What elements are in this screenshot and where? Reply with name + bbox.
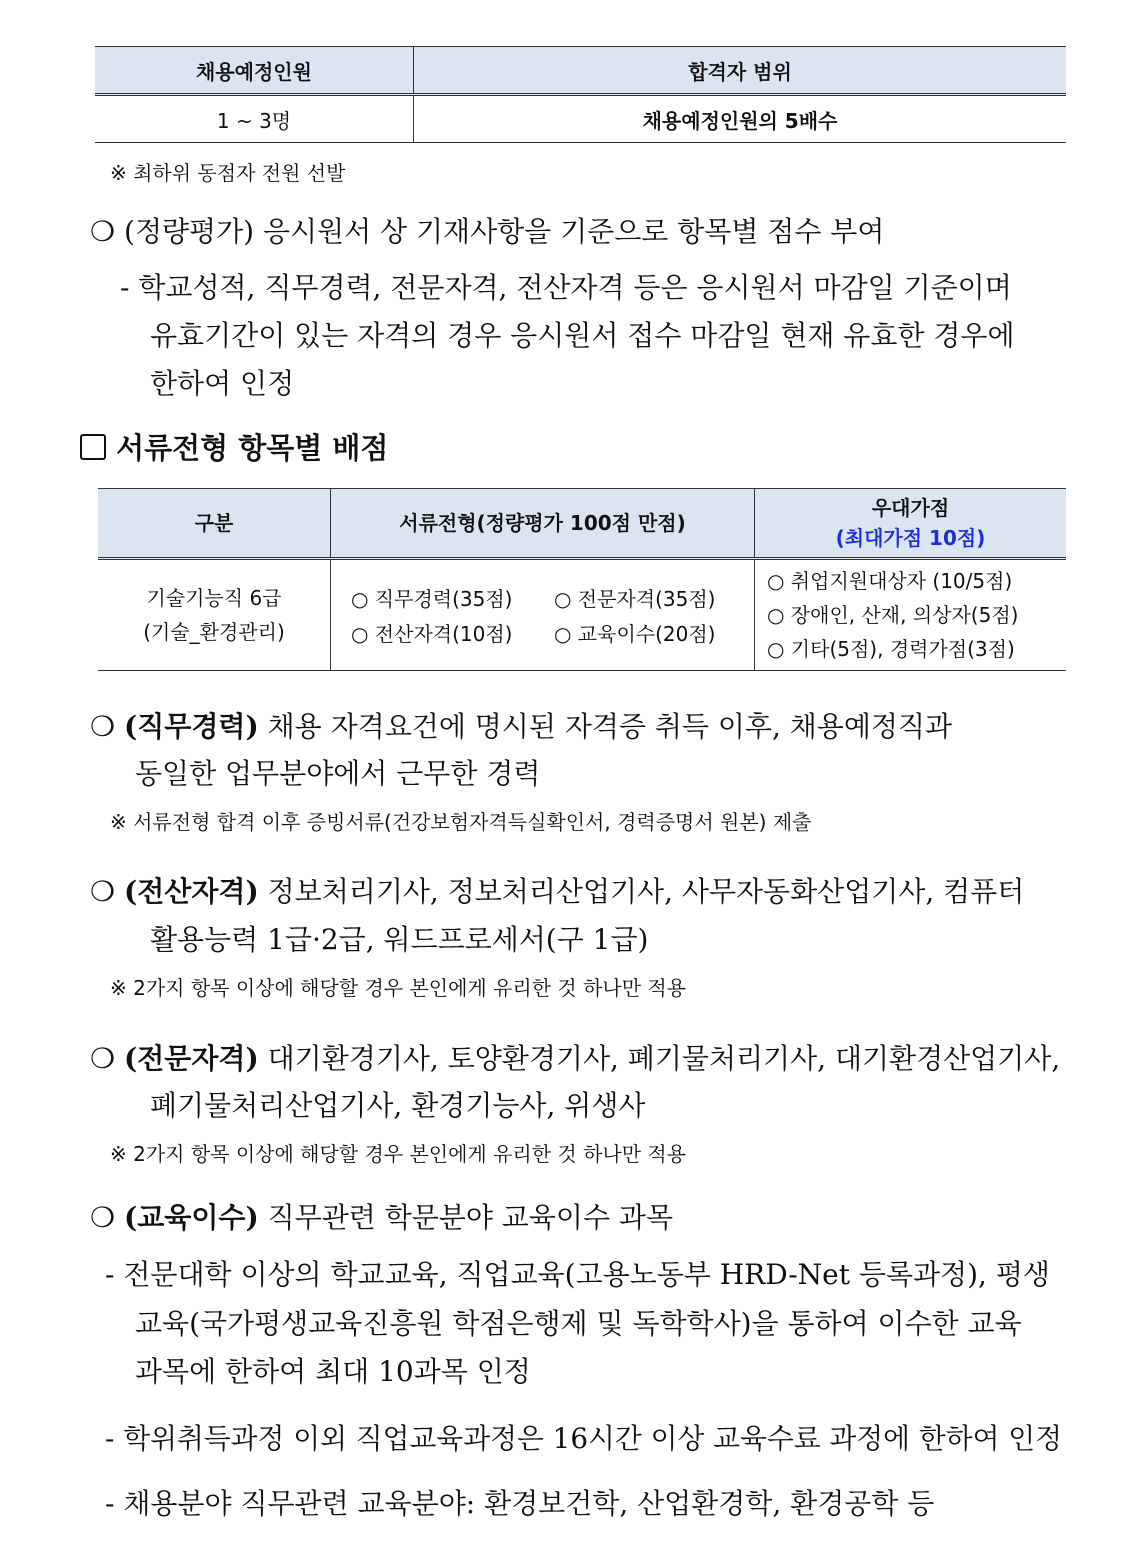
edu-heading: [90, 1196, 673, 1236]
edu-sub-line: - 전문대학 이상의 학교교육, 직업교육(고용노동부 HRD-Net 등록과정), 평생: [105, 1258, 1050, 1291]
edu-sub-line: - 채용분야 직무관련 교육분야: 환경보건학, 산업환경학, 환경공학 등: [105, 1487, 935, 1520]
job-title: 기술기능직 6급: [146, 586, 282, 610]
table-header: 서류전형(정량평가 100점 만점): [331, 489, 755, 559]
table-header: 합격자 범위: [414, 47, 1067, 95]
circle-bullet-icon: ❍: [90, 1042, 116, 1075]
score-item: ○ 직무경력(35점): [351, 587, 513, 611]
pro-line: 폐기물처리산업기사, 환경기능사, 위생사: [150, 1089, 646, 1122]
circle-bullet-icon: ❍: [90, 215, 116, 248]
circle-bullet-icon: ❍: [90, 875, 116, 908]
tie-note: ※ 최하위 동점자 전원 선발: [110, 161, 346, 185]
bonus-item: ○ 취업지원대상자 (10/5점): [767, 569, 1013, 593]
it-note: ※ 2가지 항목 이상에 해당할 경우 본인에게 유리한 것 하나만 적용: [110, 976, 687, 1000]
job-field: (기술_환경관리): [143, 620, 285, 644]
score-item: ○ 교육이수(20점): [554, 622, 716, 646]
table-header: [755, 489, 1067, 559]
career-heading: [90, 705, 952, 745]
recruitment-range-table: [95, 46, 1066, 143]
max-bonus-note: (최대가점 10점): [835, 526, 986, 550]
it-line: 활용능력 1급·2급, 워드프로세서(구 1급): [150, 923, 649, 956]
career-line: 동일한 업무분야에서 근무한 경력: [135, 757, 541, 790]
quant-text: (정량평가) 응시원서 상 기재사항을 기준으로 항목별 점수 부여: [124, 215, 885, 248]
circle-bullet-icon: ❍: [90, 1201, 116, 1234]
table-header: 구분: [98, 489, 331, 559]
career-label: (직무경력): [124, 710, 259, 743]
it-label: (전산자격): [124, 875, 259, 908]
edu-sub-line: - 학위취득과정 이외 직업교육과정은 16시간 이상 교육수료 과정에 한하여 인정: [105, 1422, 1062, 1455]
table-cell: 채용예정인원의 5배수: [414, 95, 1067, 143]
document-score-table: [98, 488, 1066, 671]
section-title: [80, 426, 388, 467]
table-cell: [755, 559, 1067, 671]
edu-text: 직무관련 학문분야 교육이수 과목: [267, 1201, 673, 1234]
quant-sub-line: 유효기간이 있는 자격의 경우 응시원서 접수 마감일 현재 유효한 경우에: [150, 319, 1015, 352]
score-item: ○ 전문자격(35점): [554, 587, 716, 611]
it-heading: [90, 870, 1024, 910]
table-header: 채용예정인원: [95, 47, 414, 95]
edu-label: (교육이수): [124, 1201, 259, 1234]
score-item: ○ 전산자격(10점): [351, 622, 513, 646]
section-title-text: 서류전형 항목별 배점: [116, 431, 389, 465]
career-text: 채용 자격요건에 명시된 자격증 취득 이후, 채용예정직과: [267, 710, 953, 743]
career-note: ※ 서류전형 합격 이후 증빙서류(건강보험자격득실확인서, 경력증명서 원본) 제출: [110, 810, 812, 834]
table-cell: [331, 559, 755, 671]
table-cell: 1 ~ 3명: [95, 95, 414, 143]
bonus-item: ○ 기타(5점), 경력가점(3점): [767, 637, 1015, 661]
quant-heading: [90, 210, 884, 250]
pro-heading: [90, 1037, 1060, 1077]
pro-note: ※ 2가지 항목 이상에 해당할 경우 본인에게 유리한 것 하나만 적용: [110, 1142, 687, 1166]
pro-text: 대기환경기사, 토양환경기사, 폐기물처리기사, 대기환경산업기사,: [267, 1042, 1061, 1075]
table-header-row: [95, 47, 1066, 95]
edu-sub-line: 과목에 한하여 최대 10과목 인정: [135, 1355, 531, 1388]
table-header-row: [98, 489, 1066, 559]
bonus-header: 우대가점: [871, 496, 950, 520]
table-row: [98, 559, 1066, 671]
square-bullet-icon: [80, 434, 106, 460]
bonus-item: ○ 장애인, 산재, 의상자(5점): [767, 603, 1019, 627]
table-row: [95, 95, 1066, 143]
quant-sub-line: 한하여 인정: [150, 367, 295, 400]
circle-bullet-icon: ❍: [90, 710, 116, 743]
quant-sub-line: - 학교성적, 직무경력, 전문자격, 전산자격 등은 응시원서 마감일 기준이며: [120, 271, 1012, 304]
it-text: 정보처리기사, 정보처리산업기사, 사무자동화산업기사, 컴퓨터: [267, 875, 1025, 908]
pro-label: (전문자격): [124, 1042, 259, 1075]
edu-sub-line: 교육(국가평생교육진흥원 학점은행제 및 독학학사)을 통하여 이수한 교육: [135, 1307, 1022, 1340]
table-cell: [98, 559, 331, 671]
